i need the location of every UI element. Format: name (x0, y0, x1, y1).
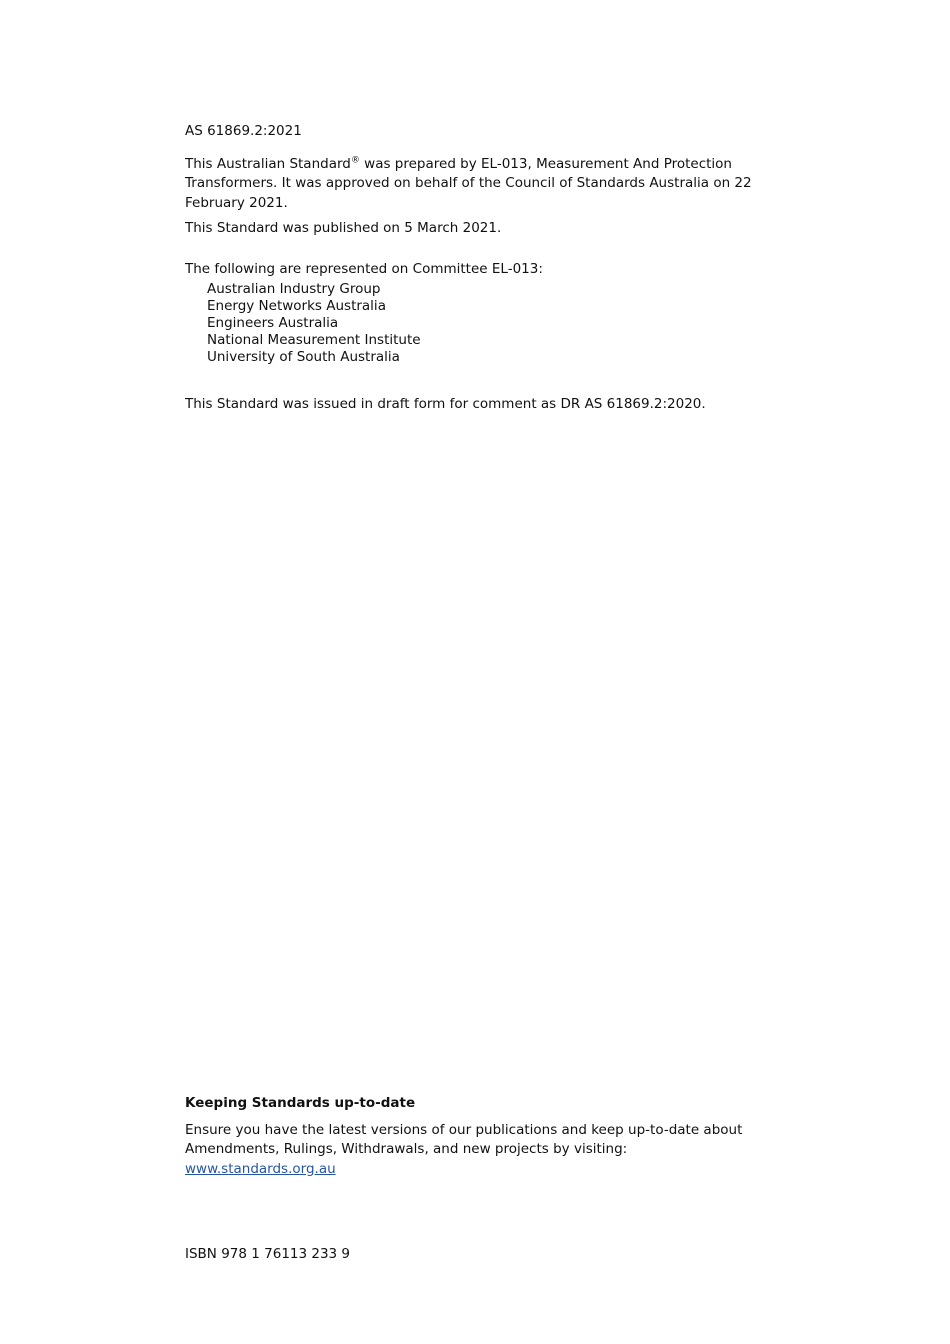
front-matter-block (185, 122, 763, 421)
standard-number: AS 61869.2:2021 (185, 123, 302, 139)
registered-trademark-symbol: ® (350, 155, 360, 165)
draft-comment-paragraph: This Standard was issued in draft form for comment as DR AS 61869.2:2020. (185, 396, 706, 412)
prepared-paragraph-part2: was prepared by EL-013, Measurement And Protection Transformers. It was approved on behalf of the Council of Standards Australia on 22 February 2021. (185, 155, 752, 211)
committee-member: Engineers Australia (207, 315, 339, 331)
keeping-standards-block (185, 1094, 763, 1179)
committee-member: University of South Australia (207, 349, 400, 365)
standards-website-link[interactable]: www.standards.org.au (185, 1160, 336, 1177)
isbn-block (185, 1246, 763, 1262)
committee-member: National Measurement Institute (207, 332, 421, 348)
committee-intro: The following are represented on Committee EL-013: (185, 260, 543, 277)
committee-member: Energy Networks Australia (207, 298, 386, 314)
prepared-paragraph (185, 155, 763, 214)
keeping-standards-body: Ensure you have the latest versions of our publications and keep up-to-date about Amendments, Rulings, Withdrawals, and new projects by visiting: (185, 1121, 743, 1157)
committee-list (207, 281, 763, 366)
keeping-standards-heading: Keeping Standards up-to-date (185, 1095, 416, 1111)
published-paragraph: This Standard was published on 5 March 2021. (185, 220, 502, 236)
prepared-paragraph-part1: This Australian Standard (185, 155, 351, 172)
committee-member: Australian Industry Group (207, 281, 381, 297)
isbn-text: ISBN 978 1 76113 233 9 (185, 1246, 351, 1262)
